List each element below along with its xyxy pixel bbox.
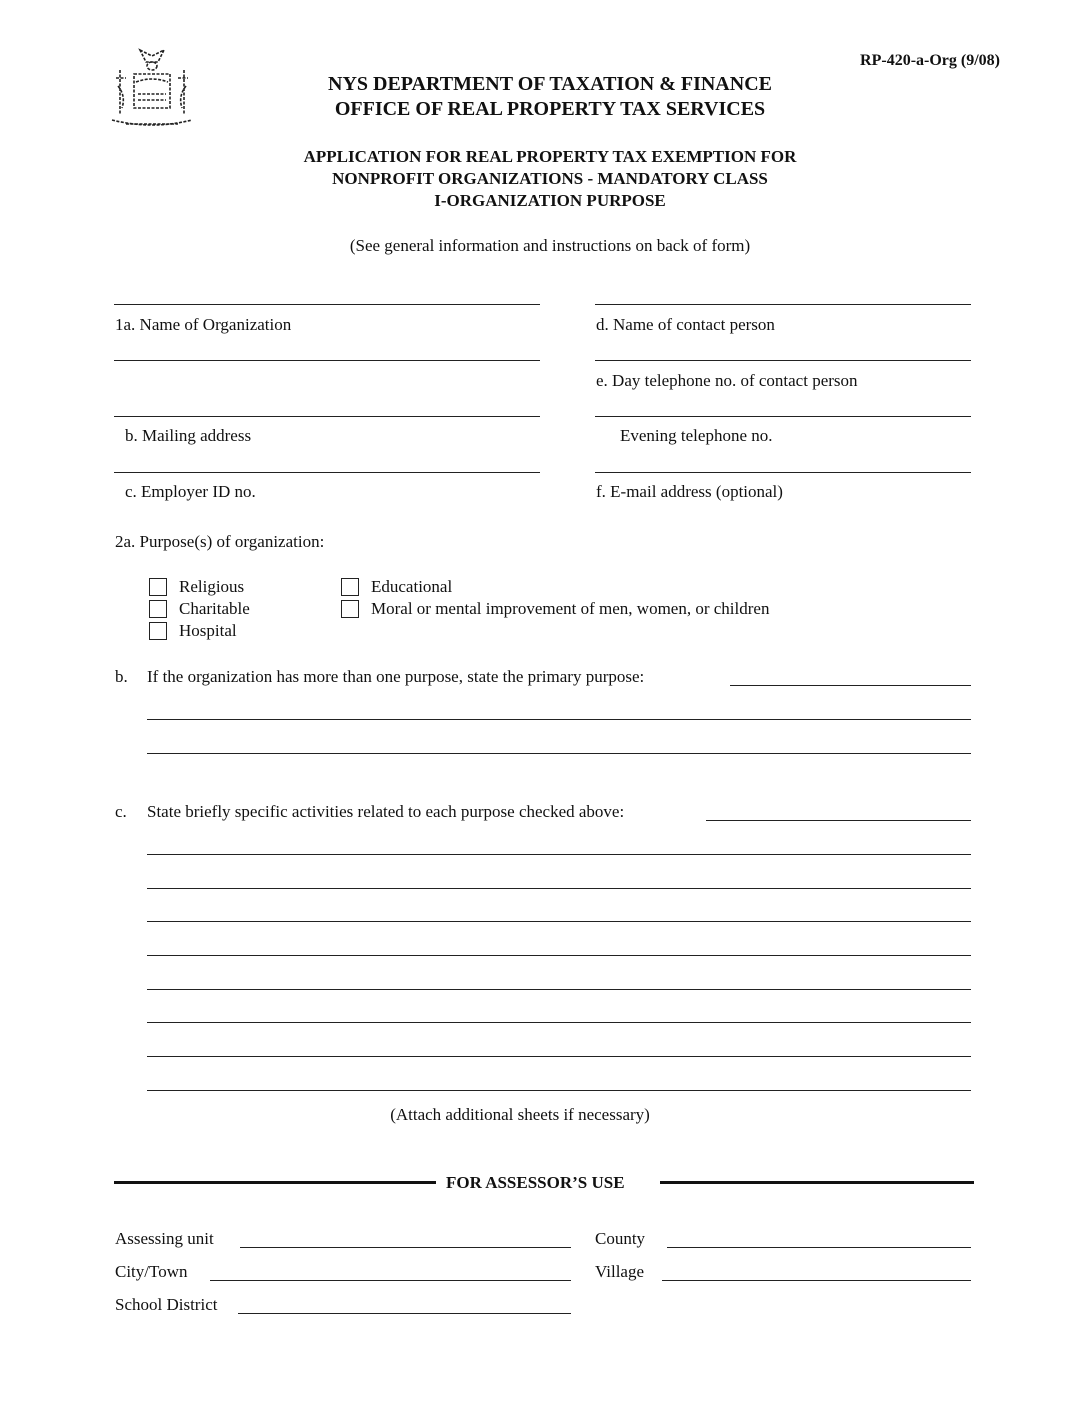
county-line [667, 1247, 971, 1248]
employer-id-field[interactable] [116, 450, 538, 472]
activities-label: State briefly specific activities related to each purpose checked above: [147, 802, 625, 821]
assessor-rule-right [660, 1181, 974, 1184]
school-district-line [238, 1313, 571, 1314]
mailing-address-label: b. Mailing address [125, 426, 252, 445]
email-field[interactable] [597, 450, 969, 472]
day-phone-field[interactable] [597, 338, 969, 360]
day-phone-label: e. Day telephone no. of contact person [596, 371, 858, 390]
moral-improvement-label: Moral or mental improvement of men, women, or children [371, 599, 770, 618]
title-line-2: NONPROFIT ORGANIZATIONS - MANDATORY CLASS [332, 169, 768, 188]
primary-purpose-field-3[interactable] [149, 730, 969, 752]
primary-purpose-line-2 [147, 719, 971, 720]
assessing-unit-line [240, 1247, 571, 1248]
activities-field-6[interactable] [149, 966, 969, 988]
primary-purpose-letter: b. [115, 667, 128, 686]
email-line [595, 472, 971, 473]
assessing-unit-label: Assessing unit [115, 1229, 214, 1248]
day-phone-line [595, 360, 971, 361]
primary-purpose-line-3 [147, 753, 971, 754]
instructions-note: (See general information and instructions on back of form) [349, 236, 751, 255]
village-label: Village [595, 1262, 645, 1281]
activities-line-7 [147, 1022, 971, 1023]
educational-checkbox[interactable] [341, 578, 359, 596]
org-name-line-2 [114, 360, 540, 361]
org-name-field-2[interactable] [116, 338, 538, 360]
org-name-field[interactable] [116, 282, 538, 304]
employer-id-line [114, 472, 540, 473]
activities-line-6 [147, 989, 971, 990]
hospital-checkbox[interactable] [149, 622, 167, 640]
attach-note: (Attach additional sheets if necessary) [390, 1105, 650, 1124]
primary-purpose-line [730, 685, 971, 686]
contact-person-field[interactable] [597, 282, 969, 304]
title-line-1: APPLICATION FOR REAL PROPERTY TAX EXEMPTION FOR [303, 147, 797, 166]
employer-id-label: c. Employer ID no. [125, 482, 256, 501]
activities-letter: c. [115, 802, 127, 821]
mailing-address-line [114, 416, 540, 417]
evening-phone-label: Evening telephone no. [620, 426, 773, 445]
agency-line-1: NYS DEPARTMENT OF TAXATION & FINANCE [328, 73, 772, 95]
activities-field-8[interactable] [149, 1033, 969, 1055]
email-label: f. E-mail address (optional) [596, 482, 783, 501]
contact-person-label: d. Name of contact person [596, 315, 775, 334]
activities-line-4 [147, 921, 971, 922]
primary-purpose-label: If the organization has more than one purpose, state the primary purpose: [147, 667, 645, 686]
educational-label: Educational [371, 577, 453, 596]
assessing-unit-field[interactable] [242, 1224, 568, 1246]
activities-line-5 [147, 955, 971, 956]
evening-phone-line [595, 416, 971, 417]
charitable-label: Charitable [179, 599, 250, 618]
purposes-label: 2a. Purpose(s) of organization: [115, 532, 325, 551]
org-name-label: 1a. Name of Organization [115, 315, 292, 334]
hospital-label: Hospital [179, 621, 237, 640]
activities-line [706, 820, 971, 821]
activities-field-2[interactable] [149, 831, 969, 853]
charitable-checkbox[interactable] [149, 600, 167, 618]
agency-header [0, 72, 1088, 122]
primary-purpose-field[interactable] [732, 662, 970, 684]
religious-checkbox[interactable] [149, 578, 167, 596]
county-label: County [595, 1229, 646, 1248]
activities-line-3 [147, 888, 971, 889]
activities-field-5[interactable] [149, 932, 969, 954]
mailing-address-field[interactable] [116, 394, 538, 416]
activities-field-4[interactable] [149, 898, 969, 920]
county-field[interactable] [669, 1224, 969, 1246]
form-title [0, 146, 1088, 212]
contact-person-line [595, 304, 971, 305]
activities-field-7[interactable] [149, 999, 969, 1021]
form-id: RP-420-a-Org (9/08) [860, 52, 1000, 69]
city-town-label: City/Town [115, 1262, 188, 1281]
activities-line-9 [147, 1090, 971, 1091]
village-field[interactable] [664, 1257, 969, 1279]
religious-label: Religious [179, 577, 245, 596]
school-district-field[interactable] [240, 1290, 568, 1312]
activities-field-3[interactable] [149, 865, 969, 887]
village-line [662, 1280, 971, 1281]
school-district-label: School District [115, 1295, 218, 1314]
activities-line-2 [147, 854, 971, 855]
org-name-line [114, 304, 540, 305]
evening-phone-field[interactable] [597, 394, 969, 416]
activities-field[interactable] [708, 797, 970, 819]
city-town-field[interactable] [212, 1257, 568, 1279]
assessor-heading: FOR ASSESSOR’S USE [446, 1173, 625, 1192]
title-line-3: I-ORGANIZATION PURPOSE [434, 191, 666, 210]
city-town-line [210, 1280, 571, 1281]
activities-line-8 [147, 1056, 971, 1057]
assessor-rule-left [114, 1181, 436, 1184]
agency-line-2: OFFICE OF REAL PROPERTY TAX SERVICES [334, 98, 766, 120]
primary-purpose-field-2[interactable] [149, 696, 969, 718]
activities-field-9[interactable] [149, 1067, 969, 1089]
moral-improvement-checkbox[interactable] [341, 600, 359, 618]
